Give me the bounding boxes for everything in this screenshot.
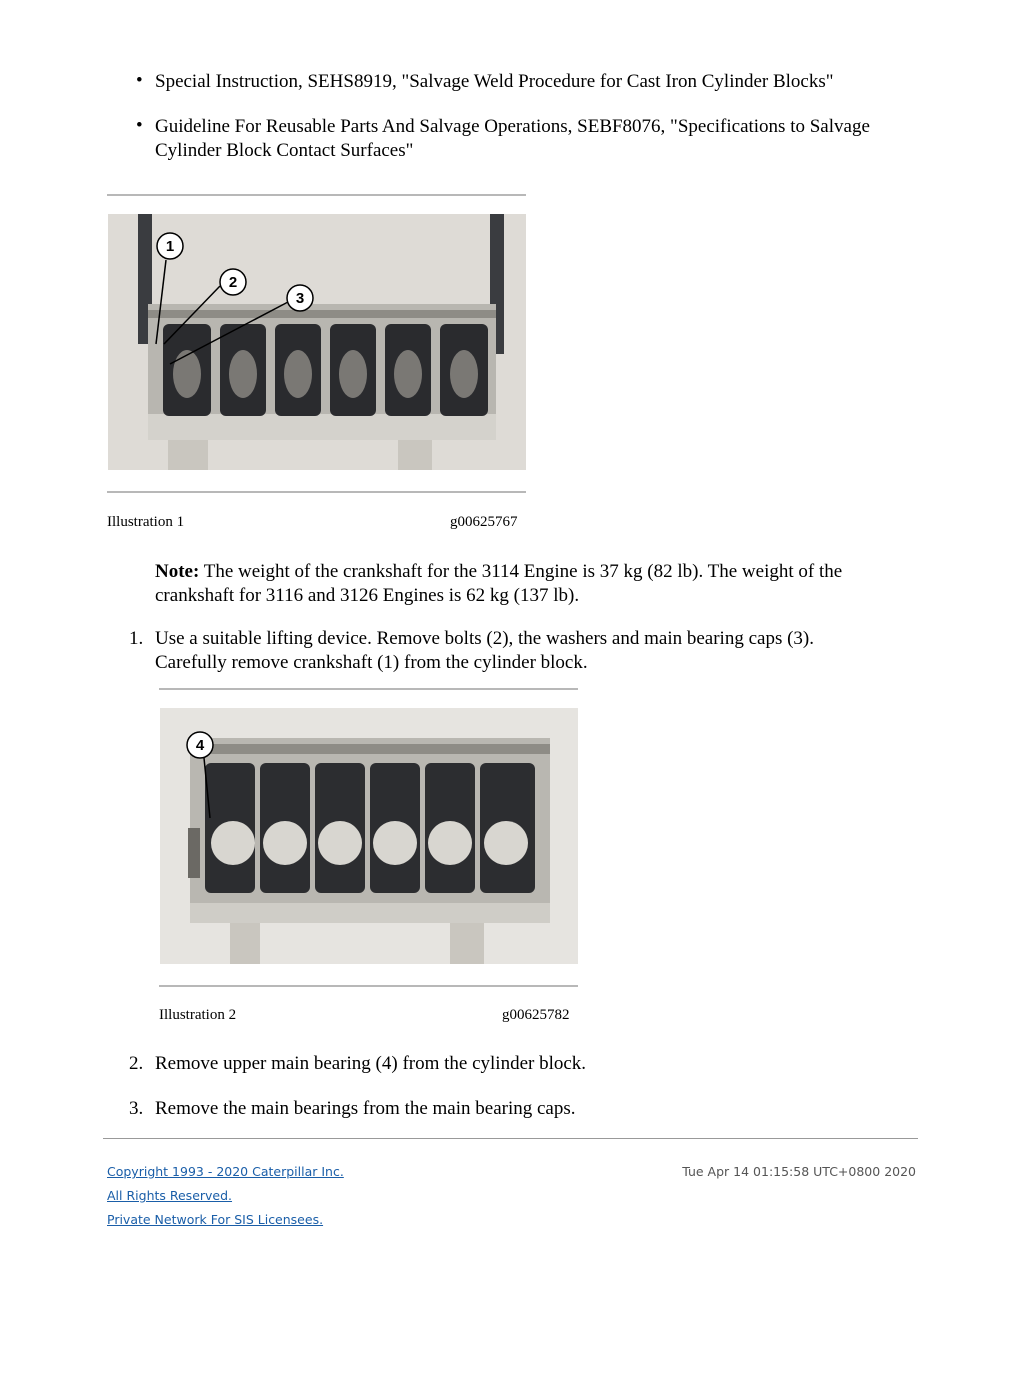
step-2-text: Remove upper main bearing (4) from the cylinder block. bbox=[155, 1053, 587, 1074]
footer-rights bbox=[107, 1188, 232, 1203]
note-paragraph bbox=[155, 560, 925, 608]
step-number: 2. bbox=[129, 1053, 144, 1074]
callout-4: 4 bbox=[195, 737, 205, 754]
step-3-text: Remove the main bearings from the main bearing caps. bbox=[155, 1098, 576, 1119]
bullet-item-special-instruction: Special Instruction, SEHS8919, "Salvage Weld Procedure for Cast Iron Cylinder Blocks" bbox=[155, 71, 834, 92]
illustration-2-code: g00625782 bbox=[502, 1007, 570, 1023]
step-number: 1. bbox=[129, 628, 144, 649]
divider bbox=[107, 194, 526, 196]
illustration-2-image bbox=[160, 708, 578, 964]
divider bbox=[107, 491, 526, 493]
footer-network bbox=[107, 1212, 323, 1227]
step-1-text: Use a suitable lifting device. Remove bolts (2), the washers and main bearing caps (3). Carefully remove crankshaft (1) from the cylinder block. bbox=[155, 628, 814, 673]
footer-copyright bbox=[107, 1164, 344, 1179]
note-label: Note: bbox=[155, 561, 200, 582]
callout-3: 3 bbox=[295, 290, 305, 307]
footer-divider bbox=[103, 1138, 918, 1139]
footer-timestamp: Tue Apr 14 01:15:58 UTC+0800 2020 bbox=[682, 1164, 916, 1179]
rights-link[interactable]: All Rights Reserved. bbox=[107, 1188, 233, 1203]
copyright-link[interactable]: Copyright 1993 - 2020 Caterpillar Inc. bbox=[107, 1164, 344, 1179]
illustration-1-label: Illustration 1 bbox=[107, 514, 185, 530]
step-number: 3. bbox=[129, 1098, 144, 1119]
network-link[interactable]: Private Network For SIS Licensees. bbox=[107, 1212, 324, 1227]
illustration-2-label: Illustration 2 bbox=[159, 1007, 237, 1023]
bullet-item-guideline: Guideline For Reusable Parts And Salvage Operations, SEBF8076, "Specifications to Salvage Cylinder Block Contact Surfaces" bbox=[155, 116, 870, 161]
divider bbox=[159, 985, 578, 987]
illustration-1-code: g00625767 bbox=[450, 514, 518, 530]
callout-1: 1 bbox=[165, 238, 175, 255]
divider bbox=[159, 688, 578, 690]
note-text: The weight of the crankshaft for the 3114 Engine is 37 kg (82 lb). The weight of the crankshaft for 3116 and 3126 Engines is 62 kg (137 lb). bbox=[155, 561, 843, 606]
callout-2: 2 bbox=[228, 274, 238, 291]
illustration-1-image bbox=[108, 214, 526, 470]
bullet-marker: • bbox=[136, 70, 143, 91]
bullet-marker: • bbox=[136, 115, 143, 136]
